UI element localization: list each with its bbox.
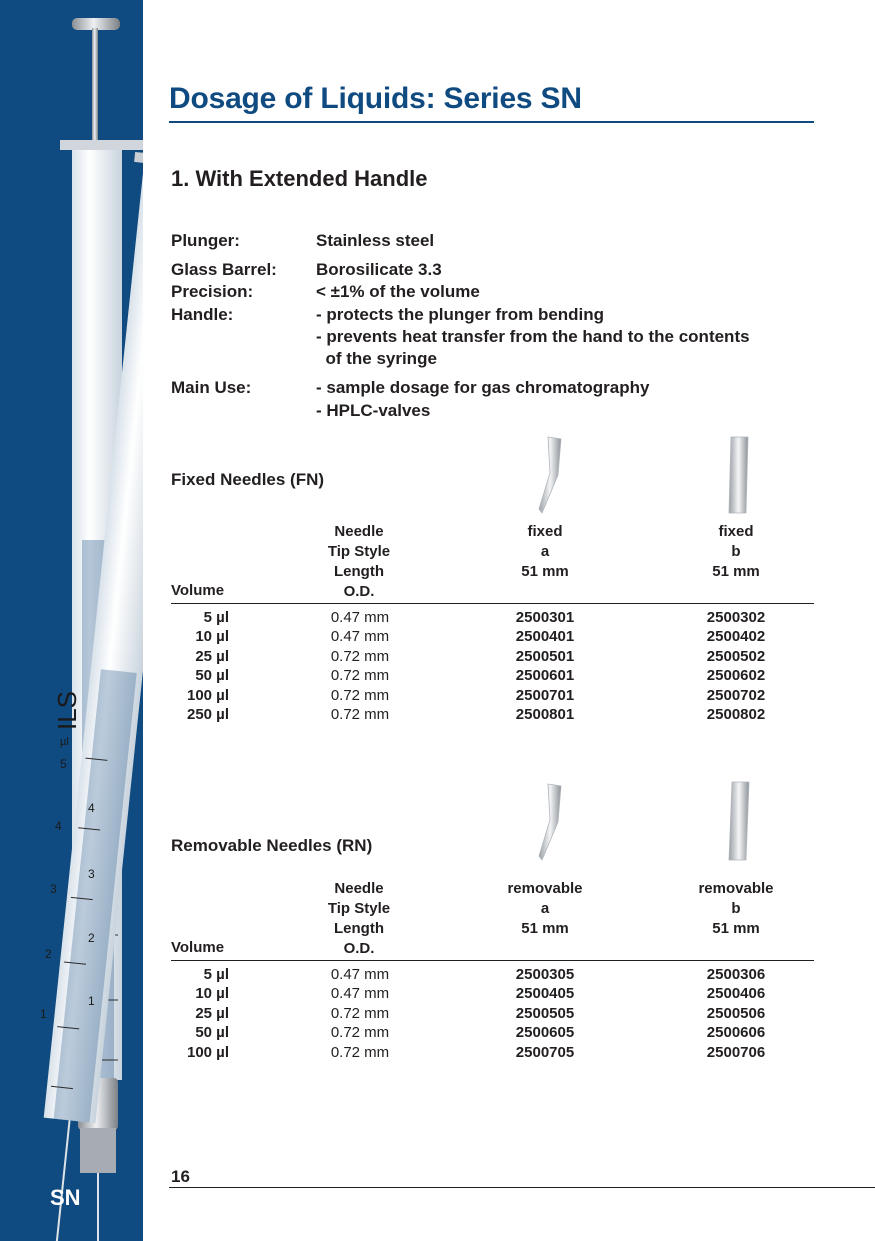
- table-row: [0, 984, 875, 1004]
- cell-part-b: 2500606: [706, 1024, 766, 1041]
- cell-volume: 250 µl: [186, 706, 229, 723]
- header-line: removable: [698, 880, 774, 897]
- header-line: a: [540, 900, 550, 917]
- cell-od: 0.47 mm: [330, 985, 390, 1002]
- header-line: b: [731, 900, 741, 917]
- cell-part-b: 2500602: [706, 667, 766, 684]
- cell-part-a: 2500305: [515, 966, 575, 983]
- cell-od: 0.72 mm: [330, 648, 390, 665]
- header-line: Needle: [334, 523, 384, 540]
- cell-od: 0.72 mm: [330, 687, 390, 704]
- fixed-needles-title: Fixed Needles (FN): [171, 470, 325, 489]
- header-tip-a: [485, 522, 605, 582]
- header-line: 51 mm: [521, 563, 569, 580]
- cell-volume: 10 µl: [195, 628, 229, 645]
- spec-value: - sample dosage for gas chromatography: [316, 378, 650, 397]
- needle-tip-a-image: [530, 435, 566, 515]
- cell-volume: 100 µl: [186, 1044, 229, 1061]
- cell-part-a: 2500405: [515, 985, 575, 1002]
- cell-part-b: 2500802: [706, 706, 766, 723]
- scale-mark: 1: [40, 1007, 47, 1021]
- spec-label: Plunger:: [171, 231, 240, 250]
- scale-unit: µl: [60, 736, 69, 748]
- cell-volume: 5 µl: [203, 966, 229, 983]
- needle-tip-b-image: [726, 435, 752, 515]
- table-row: [0, 1043, 875, 1063]
- cell-part-a: 2500301: [515, 609, 575, 626]
- table-divider: [171, 960, 814, 961]
- needle-tip-a-image: [530, 782, 566, 862]
- cell-volume: 50 µl: [195, 1024, 229, 1041]
- table-row: [0, 627, 875, 647]
- cell-od: 0.72 mm: [330, 667, 390, 684]
- table-row: [0, 686, 875, 706]
- cell-part-a: 2500601: [515, 667, 575, 684]
- spec-label: Handle:: [171, 305, 234, 324]
- scale-mark: 2: [45, 947, 52, 961]
- needle-tip-b-image: [726, 780, 752, 862]
- table-row: [0, 666, 875, 686]
- cell-part-b: 2500406: [706, 985, 766, 1002]
- header-line: b: [731, 543, 741, 560]
- spec-value: of the syringe: [316, 349, 437, 368]
- header-line: 51 mm: [712, 920, 760, 937]
- spec-value: Borosilicate 3.3: [316, 260, 442, 279]
- header-line: Needle: [334, 880, 384, 897]
- header-tip-a: [485, 879, 605, 939]
- table-divider: [171, 603, 814, 604]
- cell-part-b: 2500402: [706, 628, 766, 645]
- table-row: [0, 608, 875, 628]
- header-tip-b: [676, 522, 796, 582]
- cell-volume: 25 µl: [195, 1005, 229, 1022]
- footer-divider: [169, 1187, 875, 1188]
- header-needle: [299, 879, 419, 959]
- header-line: Length: [334, 563, 384, 580]
- cell-od: 0.47 mm: [330, 628, 390, 645]
- header-line: a: [540, 543, 550, 560]
- cell-part-a: 2500401: [515, 628, 575, 645]
- spec-value: < ±1% of the volume: [316, 282, 480, 301]
- spec-label: Main Use:: [171, 378, 252, 397]
- cell-od: 0.72 mm: [330, 1044, 390, 1061]
- header-line: 51 mm: [521, 920, 569, 937]
- cell-part-b: 2500502: [706, 648, 766, 665]
- removable-needles-title: Removable Needles (RN): [171, 836, 373, 855]
- spec-label: Glass Barrel:: [171, 260, 277, 279]
- page-title: Dosage of Liquids: Series SN: [169, 82, 582, 115]
- header-line: Length: [334, 920, 384, 937]
- table-row: [0, 705, 875, 725]
- header-line: 51 mm: [712, 563, 760, 580]
- cell-od: 0.72 mm: [330, 1005, 390, 1022]
- cell-part-b: 2500302: [706, 609, 766, 626]
- scale-mark: 3: [50, 882, 57, 896]
- spec-value: Stainless steel: [316, 231, 435, 250]
- header-line: Tip Style: [327, 900, 391, 917]
- header-line: O.D.: [343, 940, 375, 957]
- cell-volume: 5 µl: [203, 609, 229, 626]
- cell-volume: 10 µl: [195, 985, 229, 1002]
- spec-value: - prevents heat transfer from the hand to the contents: [316, 327, 750, 346]
- cell-od: 0.47 mm: [330, 966, 390, 983]
- cell-part-a: 2500605: [515, 1024, 575, 1041]
- header-tip-b: [676, 879, 796, 939]
- header-needle: [299, 522, 419, 602]
- cell-part-a: 2500705: [515, 1044, 575, 1061]
- scale-mark: 5: [60, 757, 67, 771]
- cell-od: 0.47 mm: [330, 609, 390, 626]
- header-volume: Volume: [171, 939, 225, 956]
- section-heading: 1. With Extended Handle: [171, 166, 428, 191]
- cell-part-b: 2500706: [706, 1044, 766, 1061]
- header-line: Tip Style: [327, 543, 391, 560]
- cell-part-a: 2500501: [515, 648, 575, 665]
- cell-volume: 50 µl: [195, 667, 229, 684]
- cell-part-b: 2500306: [706, 966, 766, 983]
- table-row: [0, 1004, 875, 1024]
- title-divider: [169, 121, 814, 123]
- scale-mark: 2: [88, 931, 95, 945]
- cell-part-b: 2500506: [706, 1005, 766, 1022]
- spec-label: Precision:: [171, 282, 254, 301]
- spec-value: - HPLC-valves: [316, 401, 431, 420]
- cell-part-a: 2500505: [515, 1005, 575, 1022]
- header-volume: Volume: [171, 582, 225, 599]
- scale-mark: 4: [88, 801, 95, 815]
- scale-mark: 4: [55, 819, 62, 833]
- cell-part-b: 2500702: [706, 687, 766, 704]
- table-row: [0, 965, 875, 985]
- barrel-brand: ILS: [52, 690, 82, 730]
- sidebar-series-tag: SN: [50, 1185, 81, 1210]
- cell-od: 0.72 mm: [330, 706, 390, 723]
- cell-volume: 100 µl: [186, 687, 229, 704]
- header-line: removable: [507, 880, 583, 897]
- scale-mark: 3: [88, 867, 95, 881]
- cell-part-a: 2500801: [515, 706, 575, 723]
- spec-value: - protects the plunger from bending: [316, 305, 605, 324]
- header-line: O.D.: [343, 583, 375, 600]
- header-line: fixed: [527, 523, 563, 540]
- header-line: fixed: [718, 523, 754, 540]
- table-row: [0, 1023, 875, 1043]
- cell-volume: 25 µl: [195, 648, 229, 665]
- page-number: 16: [171, 1167, 190, 1186]
- table-row: [0, 647, 875, 667]
- scale-mark: 1: [88, 994, 95, 1008]
- cell-part-a: 2500701: [515, 687, 575, 704]
- cell-od: 0.72 mm: [330, 1024, 390, 1041]
